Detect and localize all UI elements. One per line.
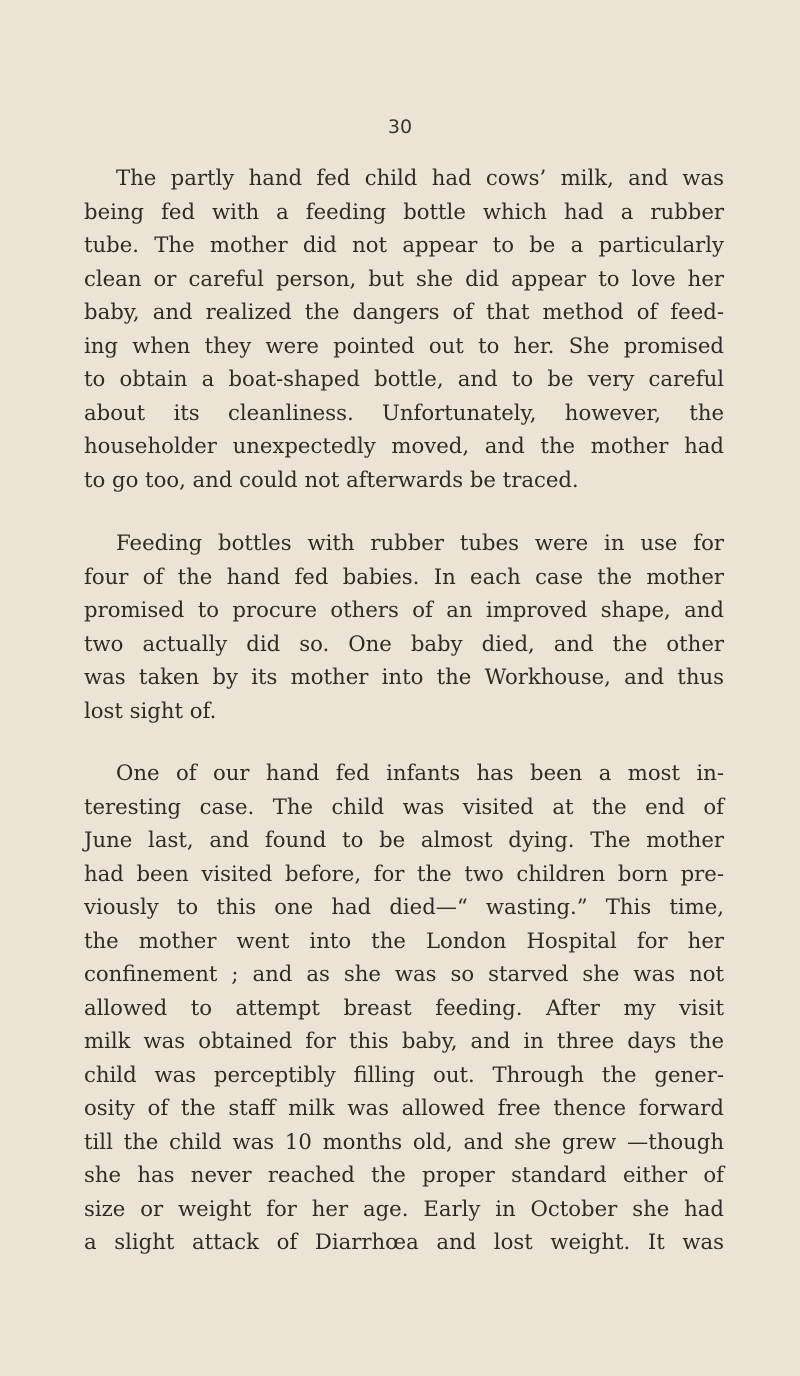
text-line: tube. The mother did not appear to be a particularly [84, 232, 724, 257]
text-line: child was perceptibly filling out. Through the gener- [84, 1061, 724, 1087]
text-line: June last, and found to be almost dying. The mother [84, 827, 724, 852]
text-line: two actually did so. One baby died, and the other [84, 630, 724, 656]
text-line: baby, and realized the dangers of that method of feed- [84, 299, 724, 324]
text-line: size or weight for her age. Early in October she had [84, 1195, 724, 1221]
text-line: allowed to attempt breast feeding. After my visit [84, 994, 724, 1020]
paragraph-3 [84, 756, 724, 1259]
text-line: she has never reached the proper standard either of [84, 1162, 724, 1187]
text-line: the mother went into the London Hospital for her [84, 927, 724, 953]
text-line: householder unexpectedly moved, and the mother had [84, 433, 724, 458]
text-line: was taken by its mother into the Workhouse, and thus [84, 664, 724, 689]
text-line: four of the hand fed babies. In each case the mother [84, 563, 724, 589]
text-line: to obtain a boat-shaped bottle, and to be very careful [84, 366, 724, 391]
text-line: clean or careful person, but she did appear to love her [84, 265, 724, 291]
text-line: till the child was 10 months old, and she grew —though [84, 1128, 724, 1154]
text-line: viously to this one had died—“ wasting.” This time, [84, 894, 724, 919]
text-line: had been visited before, for the two children born pre- [84, 860, 724, 886]
text-line: to go too, and could not afterwards be traced. [84, 466, 579, 492]
text-line: The partly hand fed child had cows’ milk, and was [116, 165, 724, 190]
text-line: confinement ; and as she was so starved she was not [84, 961, 724, 986]
text-line: promised to procure others of an improved shape, and [84, 597, 724, 622]
text-line: being fed with a feeding bottle which had a rubber [84, 198, 724, 224]
text-line: about its cleanliness. Unfortunately, however, the [84, 399, 724, 425]
text-line: teresting case. The child was visited at the end of [84, 793, 724, 819]
paragraph-2 [84, 526, 724, 727]
text-line: milk was obtained for this baby, and in three days the [84, 1028, 724, 1053]
text-line: a slight attack of Diarrhœa and lost weight. It was [84, 1229, 724, 1254]
text-line: osity of the staff milk was allowed free thence forward [84, 1095, 724, 1120]
page-number: 30 [387, 116, 413, 138]
text-line: ing when they were pointed out to her. She promised [84, 332, 724, 358]
text-line: lost sight of. [84, 697, 217, 723]
text-line: Feeding bottles with rubber tubes were in use for [116, 530, 724, 555]
text-line: One of our hand fed infants has been a most in- [116, 760, 724, 785]
paragraph-1 [84, 161, 724, 496]
